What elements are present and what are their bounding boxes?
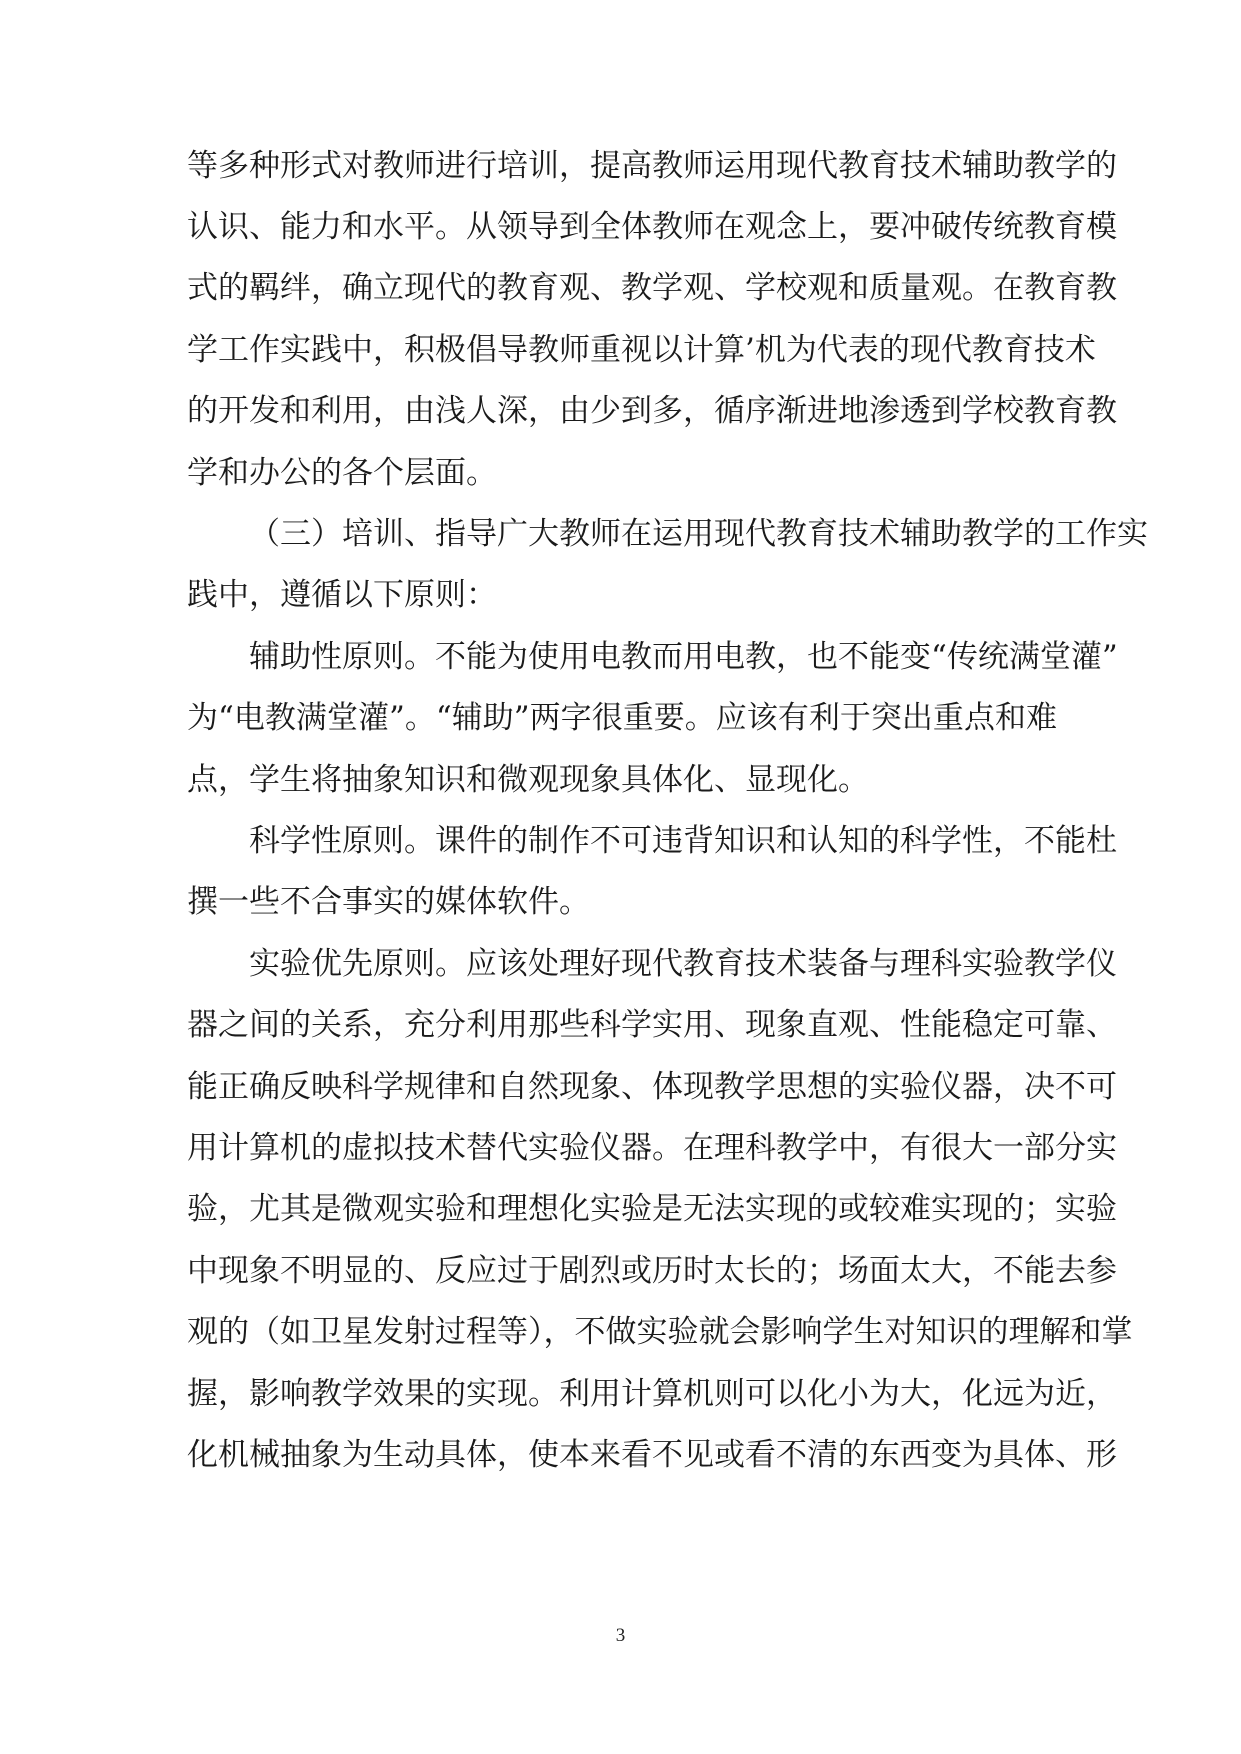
text-line: 为“电教满堂灌”。“辅助”两字很重要。应该有利于突出重点和难: [187, 700, 1057, 736]
text-line: 点，学生将抽象知识和微观现象具体化、显现化。: [187, 762, 869, 798]
text-line: 能正确反映科学规律和自然现象、体现教学思想的实验仪器，决不可: [187, 1069, 1117, 1105]
text-line: 撰一些不合事实的媒体软件。: [187, 884, 590, 920]
text-line: 用计算机的虚拟技术替代实验仪器。在理科教学中，有很大一部分实: [187, 1130, 1117, 1166]
text-line: 等多种形式对教师进行培训，提高教师运用现代教育技术辅助教学的: [187, 148, 1117, 184]
text-line: 中现象不明显的、反应过于剧烈或历时太长的；场面太大，不能去参: [187, 1253, 1117, 1289]
text-line: （三）培训、指导广大教师在运用现代教育技术辅助教学的工作实: [249, 516, 1148, 552]
text-line: 的开发和利用，由浅人深，由少到多，循序渐进地渗透到学校教育教: [187, 393, 1117, 429]
page-number: 3: [615, 1625, 626, 1646]
text-line: 学和办公的各个层面。: [187, 455, 497, 491]
text-line: 实验优先原则。应该处理好现代教育技术装备与理科实验教学仪: [249, 946, 1117, 982]
text-line: 科学性原则。课件的制作不可违背知识和认知的科学性，不能杜: [249, 823, 1117, 859]
text-line: 观的（如卫星发射过程等），不做实验就会影响学生对知识的理解和掌: [187, 1314, 1133, 1350]
text-line: 器之间的关系，充分利用那些科学实用、现象直观、性能稳定可靠、: [187, 1007, 1117, 1043]
text-line: 辅助性原则。不能为使用电教而用电教，也不能变“传统满堂灌”: [249, 639, 1118, 675]
text-line: 践中，遵循以下原则：: [187, 577, 497, 613]
text-line: 验，尤其是微观实验和理想化实验是无法实现的或较难实现的；实验: [187, 1191, 1117, 1227]
text-line: 学工作实践中，积极倡导教师重视以计算’机为代表的现代教育技术: [187, 332, 1096, 368]
text-line: 握，影响教学效果的实现。利用计算机则可以化小为大，化远为近，: [187, 1376, 1117, 1412]
text-line: 化机械抽象为生动具体，使本来看不见或看不清的东西变为具体、形: [187, 1437, 1117, 1473]
text-line: 式的羁绊，确立现代的教育观、教学观、学校观和质量观。在教育教: [187, 270, 1117, 306]
text-line: 认识、能力和水平。从领导到全体教师在观念上，要冲破传统教育模: [187, 209, 1117, 245]
